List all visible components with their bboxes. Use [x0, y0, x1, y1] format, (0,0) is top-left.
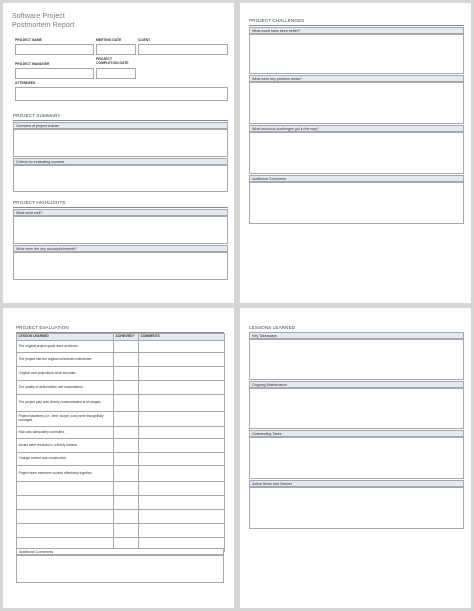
achieved-cell[interactable] — [114, 496, 139, 510]
achieved-cell[interactable] — [114, 524, 139, 538]
table-row — [17, 427, 225, 439]
achieved-cell[interactable] — [114, 353, 139, 367]
column-header-lesson: LESSON LEARNED — [17, 334, 114, 341]
achieved-cell[interactable] — [114, 381, 139, 395]
project-manager-label: PROJECT MANAGER — [15, 62, 50, 66]
achieved-cell[interactable] — [114, 466, 139, 482]
completion-date-label-line1: PROJECT — [96, 57, 113, 61]
accomplishments-header: What were the key accomplishments? — [13, 245, 228, 252]
evaluation-table — [16, 333, 225, 552]
project-summary-heading: PROJECT SUMMARY — [13, 113, 61, 118]
action-items-header: Action Items and Owners — [249, 480, 464, 487]
comments-cell[interactable] — [139, 412, 225, 427]
lesson-cell: Original cost projections were accurate. — [17, 367, 114, 381]
page-report-details — [3, 3, 234, 303]
project-challenges-rule — [249, 25, 464, 26]
comments-cell[interactable] — [139, 482, 225, 496]
overview-field[interactable] — [13, 129, 228, 157]
client-label: CLIENT — [138, 38, 151, 42]
table-row — [17, 395, 225, 412]
attendees-field[interactable] — [15, 87, 228, 101]
column-header-achieved: ACHIEVED? — [114, 334, 139, 341]
key-takeaways-field[interactable] — [249, 339, 464, 380]
lesson-cell: The project met the original scheduled milestones. — [17, 353, 114, 367]
client-field[interactable] — [138, 44, 228, 55]
comments-cell[interactable] — [139, 466, 225, 482]
table-row — [17, 496, 225, 510]
table-row — [17, 412, 225, 427]
comments-cell[interactable] — [139, 427, 225, 439]
comments-cell[interactable] — [139, 524, 225, 538]
comments-cell[interactable] — [139, 341, 225, 353]
report-title-line1: Software Project — [12, 13, 65, 20]
comments-cell[interactable] — [139, 510, 225, 524]
additional-comments-header: Additional Comments — [249, 175, 464, 182]
lesson-cell — [17, 482, 114, 496]
achieved-cell[interactable] — [114, 395, 139, 412]
went-well-field[interactable] — [13, 216, 228, 244]
ongoing-maintenance-header: Ongoing Maintenance — [249, 381, 464, 388]
outstanding-tasks-header: Outstanding Tasks — [249, 430, 464, 437]
table-row — [17, 381, 225, 395]
accomplishments-field[interactable] — [13, 252, 228, 280]
table-row — [17, 510, 225, 524]
table-row — [17, 466, 225, 482]
comments-cell[interactable] — [139, 439, 225, 453]
comments-cell[interactable] — [139, 353, 225, 367]
lesson-cell: Risk was adequately controlled. — [17, 427, 114, 439]
ongoing-maintenance-field[interactable] — [249, 388, 464, 429]
lesson-cell: Change control was constructive. — [17, 453, 114, 466]
additional-comments-field[interactable] — [249, 182, 464, 224]
project-highlights-rule — [13, 207, 228, 208]
key-takeaways-header: Key Takeaways — [249, 332, 464, 339]
better-header: What could have been better? — [249, 27, 464, 34]
achieved-cell[interactable] — [114, 453, 139, 466]
table-row — [17, 453, 225, 466]
comments-cell[interactable] — [139, 381, 225, 395]
lesson-cell — [17, 524, 114, 538]
went-well-header: What went well? — [13, 209, 228, 216]
evaluation-additional-comments-field[interactable] — [16, 555, 224, 583]
lesson-cell: Project team members worked effectively together. — [17, 466, 114, 482]
lesson-cell: The project plan was clearly communicated at all stages. — [17, 395, 114, 412]
evaluation-additional-comments-header: Additional Comments — [16, 548, 224, 555]
page-lessons-learned — [240, 308, 471, 608]
lesson-cell: The quality of deliverables met expectations. — [17, 381, 114, 395]
project-manager-field[interactable] — [15, 68, 94, 79]
better-field[interactable] — [249, 34, 464, 74]
table-row — [17, 353, 225, 367]
achieved-cell[interactable] — [114, 427, 139, 439]
comments-cell[interactable] — [139, 453, 225, 466]
report-title-line2: Postmortem Report — [12, 22, 75, 29]
comments-cell[interactable] — [139, 496, 225, 510]
achieved-cell[interactable] — [114, 341, 139, 353]
table-row — [17, 482, 225, 496]
action-items-field[interactable] — [249, 487, 464, 529]
lessons-learned-heading: LESSONS LEARNED — [249, 325, 296, 330]
project-summary-rule — [13, 120, 228, 121]
achieved-cell[interactable] — [114, 510, 139, 524]
completion-date-label-line2: COMPLETION DATE — [96, 61, 129, 65]
project-name-field[interactable] — [15, 44, 94, 55]
technical-field[interactable] — [249, 132, 464, 174]
technical-header: What technical challenges got in the way? — [249, 125, 464, 132]
meeting-date-field[interactable] — [96, 44, 136, 55]
achieved-cell[interactable] — [114, 482, 139, 496]
achieved-cell[interactable] — [114, 439, 139, 453]
page-evaluation — [3, 308, 234, 608]
lesson-cell: Issues were resolved in a timely manner. — [17, 439, 114, 453]
lesson-cell — [17, 496, 114, 510]
page-challenges — [240, 3, 471, 303]
achieved-cell[interactable] — [114, 412, 139, 427]
attendees-label: ATTENDEES — [15, 81, 36, 85]
evaluation-table-header — [17, 334, 225, 341]
achieved-cell[interactable] — [114, 367, 139, 381]
meeting-date-label: MEETING DATE — [96, 38, 122, 42]
overview-header: Overview of project charter — [13, 122, 228, 129]
completion-date-field[interactable] — [96, 68, 136, 79]
lesson-cell: Project baselines (i.e., time, scope, cost) were thoughtfully managed. — [17, 412, 114, 427]
lesson-cell — [17, 510, 114, 524]
outstanding-tasks-field[interactable] — [249, 437, 464, 479]
project-highlights-heading: PROJECT HIGHLIGHTS — [13, 200, 66, 205]
problem-areas-header: What were key problem areas? — [249, 75, 464, 82]
comments-cell[interactable] — [139, 395, 225, 412]
criteria-header: Criteria for evaluating success — [13, 158, 228, 165]
project-evaluation-heading: PROJECT EVALUATION — [16, 325, 69, 330]
project-challenges-heading: PROJECT CHALLENGES — [249, 18, 305, 23]
lesson-cell: The original project goals were achieved. — [17, 341, 114, 353]
table-row — [17, 439, 225, 453]
table-row — [17, 524, 225, 538]
table-row — [17, 367, 225, 381]
column-header-comments: COMMENTS — [139, 334, 225, 341]
project-name-label: PROJECT NAME — [15, 38, 42, 42]
problem-areas-field[interactable] — [249, 82, 464, 124]
comments-cell[interactable] — [139, 367, 225, 381]
criteria-field[interactable] — [13, 165, 228, 192]
table-row — [17, 341, 225, 353]
